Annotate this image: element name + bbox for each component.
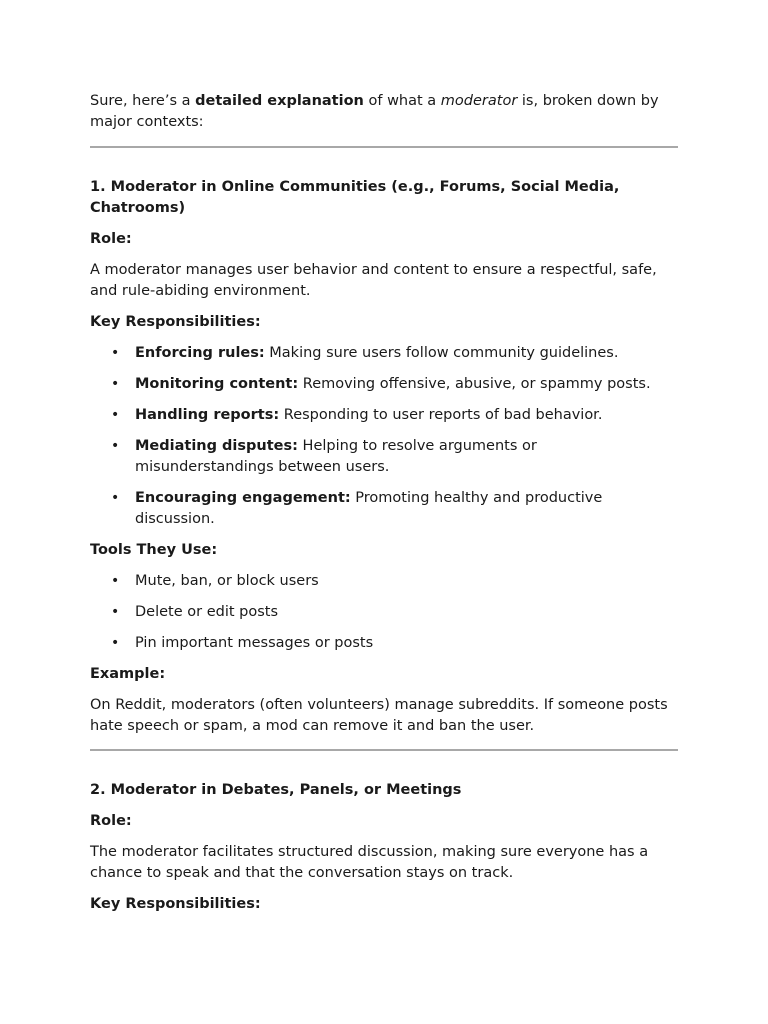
key-responsibilities-label: Key Responsibilities: (90, 314, 261, 330)
intro-suffix: is, broken down by major contexts: (90, 93, 659, 130)
bullet-icon: • (111, 407, 120, 423)
responsibility-term: Handling reports: (135, 407, 280, 423)
bullet-icon: • (111, 635, 120, 651)
tools-list (90, 571, 678, 654)
list-item (90, 343, 678, 364)
example-label: Example: (90, 666, 166, 682)
section-divider (90, 146, 678, 148)
list-item (90, 602, 678, 623)
list-item (90, 633, 678, 654)
responsibility-term: Mediating disputes: (135, 438, 298, 454)
responsibility-desc: Promoting healthy and productive discussion. (135, 490, 603, 527)
intro-prefix: Sure, here’s a (90, 93, 196, 109)
list-item (90, 405, 678, 426)
section-divider (90, 749, 678, 751)
responsibility-desc: Removing offensive, abusive, or spammy posts. (298, 376, 651, 392)
bullet-icon: • (111, 573, 120, 589)
tools-label: Tools They Use: (90, 542, 218, 558)
list-item (90, 436, 678, 478)
section-heading-debates: 2. Moderator in Debates, Panels, or Meetings (90, 782, 462, 798)
role-label: Role: (90, 231, 132, 247)
role-label: Role: (90, 813, 132, 829)
bullet-icon: • (111, 376, 120, 392)
intro-paragraph (90, 91, 678, 133)
intro-italic-text: moderator (440, 93, 518, 109)
tool-text: Mute, ban, or block users (135, 573, 319, 589)
responsibility-desc: Making sure users follow community guidelines. (264, 345, 619, 361)
bullet-icon: • (111, 604, 120, 620)
section-heading-online-communities: 1. Moderator in Online Communities (e.g., Forums, Social Media, Chatrooms) (90, 179, 620, 216)
responsibility-term: Enforcing rules: (135, 345, 265, 361)
role-text: The moderator facilitates structured discussion, making sure everyone has a chance to speak and that the conversation stays on track. (90, 844, 649, 881)
divider-wrapper (90, 749, 678, 751)
bullet-icon: • (111, 438, 120, 454)
list-item (90, 571, 678, 592)
example-text: On Reddit, moderators (often volunteers) manage subreddits. If someone posts hate speech or spam, a mod can remove it and ban the user. (90, 697, 668, 734)
role-text: A moderator manages user behavior and content to ensure a respectful, safe, and rule-abiding environment. (90, 262, 657, 299)
list-item (90, 488, 678, 530)
intro-bold-text: detailed explanation (195, 93, 364, 109)
bullet-icon: • (111, 490, 120, 506)
tool-text: Delete or edit posts (135, 604, 279, 620)
responsibility-desc: Responding to user reports of bad behavior. (279, 407, 603, 423)
responsibility-term: Monitoring content: (135, 376, 299, 392)
responsibility-term: Encouraging engagement: (135, 490, 351, 506)
bullet-icon: • (111, 345, 120, 361)
tool-text: Pin important messages or posts (135, 635, 374, 651)
list-item (90, 374, 678, 395)
key-responsibilities-label: Key Responsibilities: (90, 896, 261, 912)
responsibilities-list (90, 343, 678, 530)
intro-middle: of what a (363, 93, 441, 109)
responsibility-desc: Helping to resolve arguments or misunderstandings between users. (135, 438, 537, 475)
